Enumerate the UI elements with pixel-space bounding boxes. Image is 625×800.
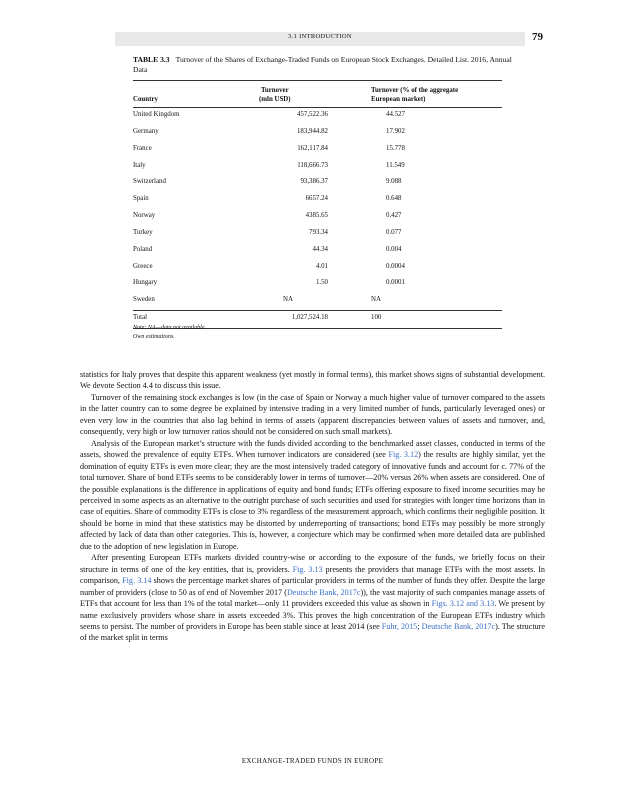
figure-reference-link[interactable]: Figs. 3.12 and 3.13 xyxy=(431,599,495,609)
cell-turnover: 6657.24 xyxy=(305,195,328,203)
table-row xyxy=(133,260,502,277)
cell-turnover: 1,027,524.18 xyxy=(291,314,328,322)
paragraph-4-text-c: shows the percentage market shares of particular providers in terms of the number of funds they offer. Despite the large number of providers (close to 50 as of end of November 2017 ( xyxy=(80,576,545,597)
table-note-na: Note: NA—data not available. xyxy=(133,325,206,331)
cell-turnover: 793.34 xyxy=(309,228,328,236)
cell-country: Switzerland xyxy=(133,178,166,186)
cell-turnover-pct: 0.0004 xyxy=(386,262,405,270)
cell-turnover: 162,117.84 xyxy=(297,144,328,152)
cell-turnover: 118,666.73 xyxy=(297,161,328,169)
cell-turnover: NA xyxy=(283,296,293,304)
cell-country: Spain xyxy=(133,195,149,203)
table-row xyxy=(133,192,502,209)
table-row xyxy=(133,175,502,192)
citation-link[interactable]: Deutsche Bank, 2017c xyxy=(421,621,496,631)
table-header xyxy=(133,81,502,108)
cell-turnover-pct: 0.0001 xyxy=(386,279,405,287)
paragraph-4-text-f: ; xyxy=(417,621,422,631)
cell-country: Germany xyxy=(133,127,159,135)
table-note-source: Own estimations. xyxy=(133,333,175,340)
column-header-pct-line1: Turnover (% of the aggregate xyxy=(371,87,459,94)
cell-turnover: 4.01 xyxy=(315,262,328,270)
cell-turnover-pct: 15.778 xyxy=(386,144,405,152)
cell-turnover-pct: 0.004 xyxy=(386,245,402,253)
cell-country: Poland xyxy=(133,245,153,253)
table-row xyxy=(133,108,502,125)
column-header-turnover-line2: (mln USD) xyxy=(259,96,291,103)
table-row xyxy=(133,125,502,142)
cell-country: Greece xyxy=(133,262,153,270)
table-row xyxy=(133,293,502,310)
cell-turnover-pct: 0.648 xyxy=(386,195,402,203)
cell-country: Total xyxy=(133,314,148,322)
cell-turnover-pct: 9.088 xyxy=(386,178,402,186)
turnover-table xyxy=(133,80,502,329)
cell-turnover-pct: 17.902 xyxy=(386,127,405,135)
figure-reference-link[interactable]: Fig. 3.14 xyxy=(122,576,152,586)
header-section-title: 3.1 INTRODUCTION xyxy=(288,33,352,40)
paragraph-2: Turnover of the remaining stock exchanges is low (in the case of Spain or Norway a much higher value of turnover compared to the assets in the latter country can to some degree be explained by intensive trading in a very limited number of funds, particularly leveraged ones) or even very low in the countries that also lag behind in terms of assets (apparent discrepancies between values of assets and turnover, and, consequently, very high or low turnover ratios should not be considered on such small markets). xyxy=(80,392,545,437)
paragraph-1: statistics for Italy proves that despite this apparent weakness (yet mostly in formal terms), this market shows signs of substantial development. We devote Section 4.4 to discuss this issue. xyxy=(80,370,545,391)
running-header xyxy=(115,32,525,46)
cell-turnover: 44.34 xyxy=(312,245,328,253)
cell-turnover-pct: 44.527 xyxy=(386,111,405,118)
table-row xyxy=(133,226,502,243)
cell-turnover-pct: 0.077 xyxy=(386,228,402,236)
paragraph-4-text-b: presents the providers that manage ETFs with the most assets. In comparison, xyxy=(80,564,545,586)
cell-country: Sweden xyxy=(133,296,155,304)
paragraph-4-text-g: ). The structure of the market split in terms xyxy=(80,621,545,643)
cell-country: Italy xyxy=(133,161,146,169)
cell-turnover-pct: 0.427 xyxy=(386,212,402,220)
cell-country: Hungary xyxy=(133,279,158,287)
table-row xyxy=(133,142,502,159)
cell-country: Turkey xyxy=(133,228,153,236)
cell-turnover-pct: 11.549 xyxy=(386,161,405,169)
running-footer: EXCHANGE-TRADED FUNDS IN EUROPE xyxy=(241,757,384,765)
paragraph-3-text-b: ) the results are highly similar, yet the domination of equity ETFs is even more clear; they are the most intensively traded category of innovative funds and account for c. 77% of the total turnover. Share of bond ETFs seems to be considerably lower in terms of turnover—20% versus 26% when assets are considered. One of the possible explanations is the difference in applications of equity and bond funds; ETFs offering exposure to fixed income securities may be perceived in some aspects as an alternative to the outright purchase of such securities and used for strategies with longer time horizons than in case of equities. Share of commodity ETFs is close to 3% regardless of the measurement approach, which confirms their negligible position. It should be borne in mind that these statistics may be distorted by underreporting of transactions; bond ETFs may possibly be more strongly affected by lack of data than other categories. This is, however, a conjecture which may be confirmed when more detailed data are published due to the adoption of new legislation in Europe. xyxy=(80,450,546,551)
column-header-turnover-line1: Turnover xyxy=(260,87,289,94)
table-row xyxy=(133,276,502,293)
paragraph-4 xyxy=(80,552,545,644)
cell-turnover-pct: 100 xyxy=(371,314,382,322)
table-title: Turnover of the Shares of Exchange-Traded Funds on European Stock Exchanges. Detailed List. 2016, Annual Data xyxy=(133,55,512,74)
figure-reference-link[interactable]: Fig. 3.12 xyxy=(388,450,419,460)
paragraph-4-text-e: . We present by name exclusively providers whose share in assets exceeded 3%. This proves the high concentration of the European ETFs industry which seems to persist. The number of providers in Europe has been stable since at least 2014 (see xyxy=(80,599,545,631)
paragraph-3 xyxy=(80,438,545,553)
cell-country: Norway xyxy=(133,212,156,220)
cell-turnover-pct: NA xyxy=(371,296,381,304)
table-row xyxy=(133,159,502,176)
cell-turnover: 1.50 xyxy=(315,279,328,287)
citation-link[interactable]: Fuhr, 2015 xyxy=(381,621,418,631)
page-number: 79 xyxy=(532,31,543,43)
cell-turnover: 183,944.82 xyxy=(296,127,328,135)
table-row xyxy=(133,243,502,260)
figure-reference-link[interactable]: Fig. 3.13 xyxy=(292,564,323,574)
cell-country: France xyxy=(133,144,152,152)
table-note xyxy=(133,324,206,341)
column-header-pct-line2: European market) xyxy=(371,96,426,103)
table-row xyxy=(133,209,502,226)
table-caption xyxy=(133,55,513,75)
cell-country: United Kingdom xyxy=(133,111,180,118)
cell-turnover: 457,522.36 xyxy=(296,111,328,118)
column-header-country: Country xyxy=(133,96,158,103)
cell-turnover: 93,386.37 xyxy=(300,178,328,186)
body-text xyxy=(80,369,545,644)
column-header-turnover-pct xyxy=(371,86,458,104)
column-header-turnover xyxy=(259,86,291,104)
paragraph-3-text-a: Analysis of the European market’s structure with the funds divided according to the benchmarked asset classes, conducted in terms of the assets, showed the prevalence of equity ETFs. When turnover indicators are considered (see xyxy=(80,438,545,460)
paragraph-4-text-a: After presenting European ETFs markets divided country-wise or according to the exposure of the funds, we briefly focus on their structure in terms of one of the key entities, that is, providers. xyxy=(80,553,545,574)
table-label: TABLE 3.3 xyxy=(133,55,170,64)
citation-link[interactable]: Deutsche Bank, 2017c xyxy=(286,587,361,597)
paragraph-4-text-d: )), the vast majority of such companies manage assets of ETFs that account for less than 1% of the total market—only 11 providers exceeded this value as shown in xyxy=(80,587,545,609)
cell-turnover: 4385.65 xyxy=(305,212,328,220)
